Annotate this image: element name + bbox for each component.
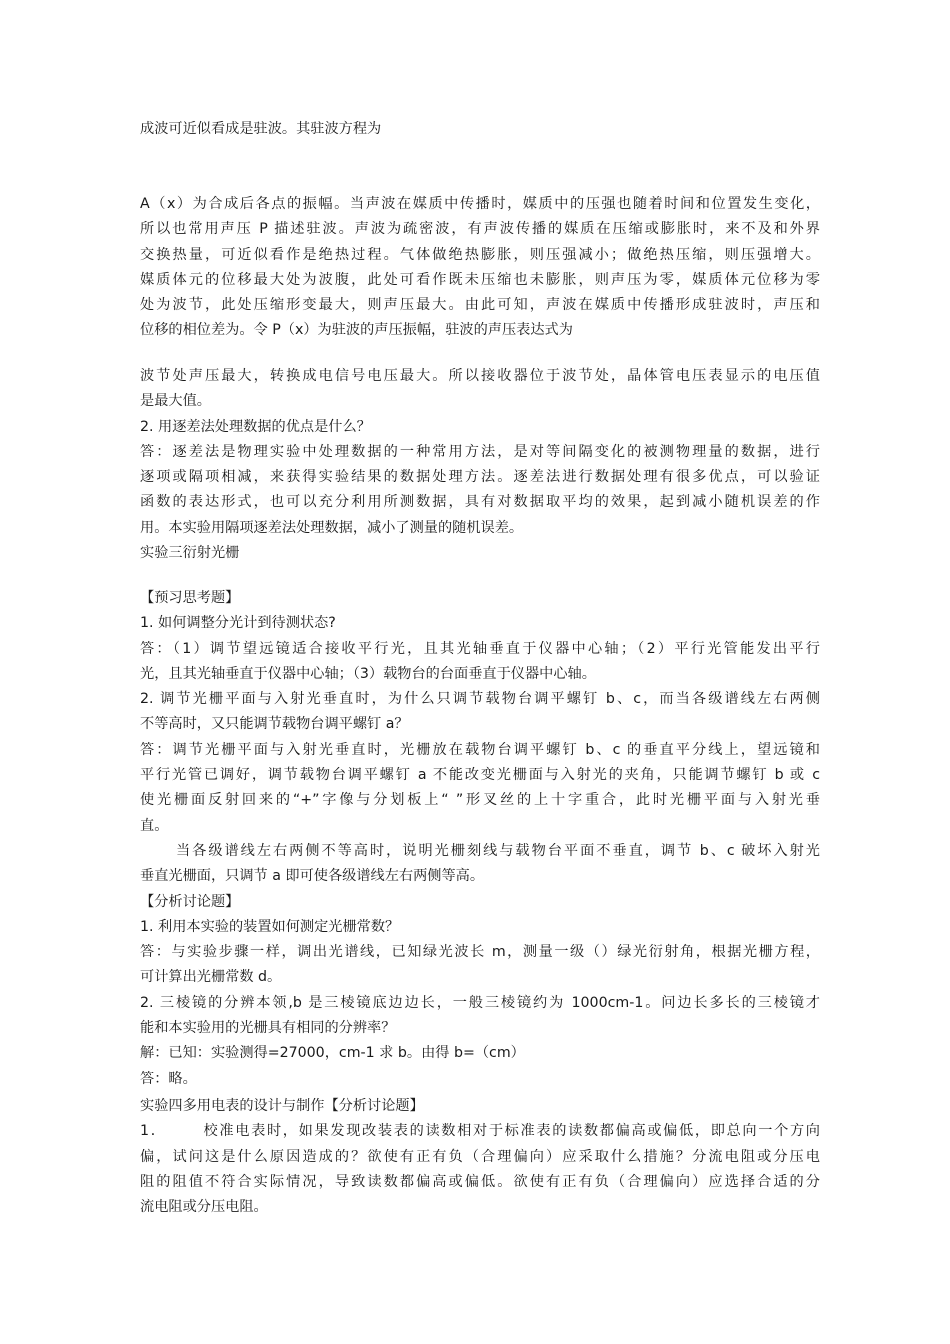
text-line: 当各级谱线左右两侧不等高时，说明光栅刻线与载物台平面不垂直，调节 b、c 破坏入射光 — [176, 842, 820, 859]
subsection-heading: 【预习思考题】 — [140, 590, 240, 606]
text-line: 平行光管已调好，调节载物台调平螺钉 a 不能改变光栅面与入射光的夹角，只能调节螺钉 b 或 c — [140, 767, 820, 784]
subsection-heading: 【分析讨论题】 — [140, 893, 240, 910]
text-line: 答：（1）调节望远镜适合接收平行光，且其光轴垂直于仪器中心轴；（2）平行光管能发出平行 — [140, 640, 820, 657]
question-heading: 1. 如何调整分光计到待测状态? — [140, 615, 336, 632]
text-line: 垂直光栅面，只调节 a 即可使各级谱线左右两侧等高。 — [140, 868, 485, 885]
text-line: 交换热量，可近似看作是绝热过程。气体做绝热膨胀，则压强减小；做绝热压缩，则压强增大。 — [140, 246, 820, 263]
section-title: 实验四多用电表的设计与制作【分析讨论题】 — [140, 1098, 424, 1114]
text-line: 偏，试问这是什么原因造成的？欲使有正有负（合理偏向）应采取什么措施？分流电阻或分压电 — [140, 1148, 820, 1165]
text-line: 不等高时，又只能调节载物台调平螺钉 a？ — [140, 716, 409, 733]
section-multimeter — [140, 1094, 820, 1220]
text-line: 媒质体元的位移最大处为波腹，此处可看作既未压缩也未膨胀，则声压为零，媒质体元位移为零 — [140, 271, 820, 288]
text-line: 使光栅面反射回来的“+”字像与分划板上“ ”形叉丝的上十字重合，此时光栅平面与入射光垂 — [140, 792, 820, 809]
text-line: 光，且其光轴垂直于仪器中心轴；（3）载物台的台面垂直于仪器中心轴。 — [140, 665, 596, 682]
question-heading: 2. 三棱镜的分辨本领,b 是三棱镜底边边长，一般三棱镜约为 1000cm-1。问边长多长的三棱镜才 — [140, 994, 820, 1011]
paragraph-sound-pressure — [140, 192, 820, 344]
question-heading: 1. 利用本实验的装置如何测定光栅常数？ — [140, 918, 400, 935]
section-diffraction-grating — [140, 586, 820, 1092]
text-line: 波节处声压最大，转换成电信号电压最大。所以接收器位于波节处，晶体管电压表显示的电压值 — [140, 368, 820, 384]
text-line: 位移的相位差为。令 P（x）为驻波的声压振幅，驻波的声压表达式为 — [140, 322, 573, 339]
text-line: 可计算出光栅常数 d。 — [140, 969, 282, 986]
text-line: 处为波节，此处压缩形变最大，则声压最大。由此可知，声波在媒质中传播形成驻波时，声压和 — [140, 297, 820, 314]
paragraph-node-and-successive-difference — [140, 364, 820, 566]
text-line: 解：已知：实验测得=27000，cm-1 求 b。由得 b=（cm） — [140, 1045, 525, 1062]
question-heading: 2. 调节光栅平面与入射光垂直时，为什么只调节载物台调平螺钉 b、c，而当各级谱线左右两侧 — [140, 691, 820, 708]
text-line: 所以也常用声压 P 描述驻波。声波为疏密波，有声波传播的媒质在压缩或膨胀时，来不及和外界 — [140, 221, 820, 238]
text-line: 函数的表达形式，也可以充分利用所测数据，具有对数据取平均的效果，起到减小随机误差的作 — [140, 494, 820, 511]
text-line: 答：逐差法是物理实验中处理数据的一种常用方法，是对等间隔变化的被测物理量的数据，进行 — [140, 443, 820, 460]
text-line: 流电阻或分压电阻。 — [140, 1199, 268, 1216]
text-line: 能和本实验用的光栅具有相同的分辨率？ — [140, 1020, 396, 1037]
question-heading: 1． 校准电表时，如果发现改装表的读数相对于标准表的读数都偏高或偏低，即总向一个方向 — [140, 1123, 820, 1140]
text-line: 答：略。 — [140, 1070, 197, 1087]
text-line: 成波可近似看成是驻波。其驻波方程为 — [140, 121, 382, 137]
text-line: 答：调节光栅平面与入射光垂直时，光栅放在载物台调平螺钉 b、c 的垂直平分线上，望远镜和 — [140, 741, 820, 758]
text-line: 是最大值。 — [140, 393, 211, 410]
text-line: A（x）为合成后各点的振幅。当声波在媒质中传播时，媒质中的压强也随着时间和位置发生变化， — [140, 196, 820, 212]
section-title: 实验三衍射光栅 — [140, 545, 240, 562]
text-line: 答：与实验步骤一样，调出光谱线，已知绿光波长 m，测量一级（）绿光衍射角，根据光栅方程， — [140, 944, 820, 961]
question-heading: 2. 用逐差法处理数据的优点是什么？ — [140, 418, 371, 435]
text-line: 阻的阻值不符合实际情况，导致读数都偏高或偏低。欲使有正有负（合理偏向）应选择合适的分 — [140, 1173, 820, 1190]
text-line: 直。 — [140, 817, 169, 834]
text-line: 用。本实验用隔项逐差法处理数据，减小了测量的随机误差。 — [140, 519, 524, 536]
text-line: 逐项或隔项相减，来获得实验结果的数据处理方法。逐差法进行数据处理有很多优点，可以验证 — [140, 469, 820, 486]
paragraph-standing-wave-intro — [140, 117, 820, 142]
